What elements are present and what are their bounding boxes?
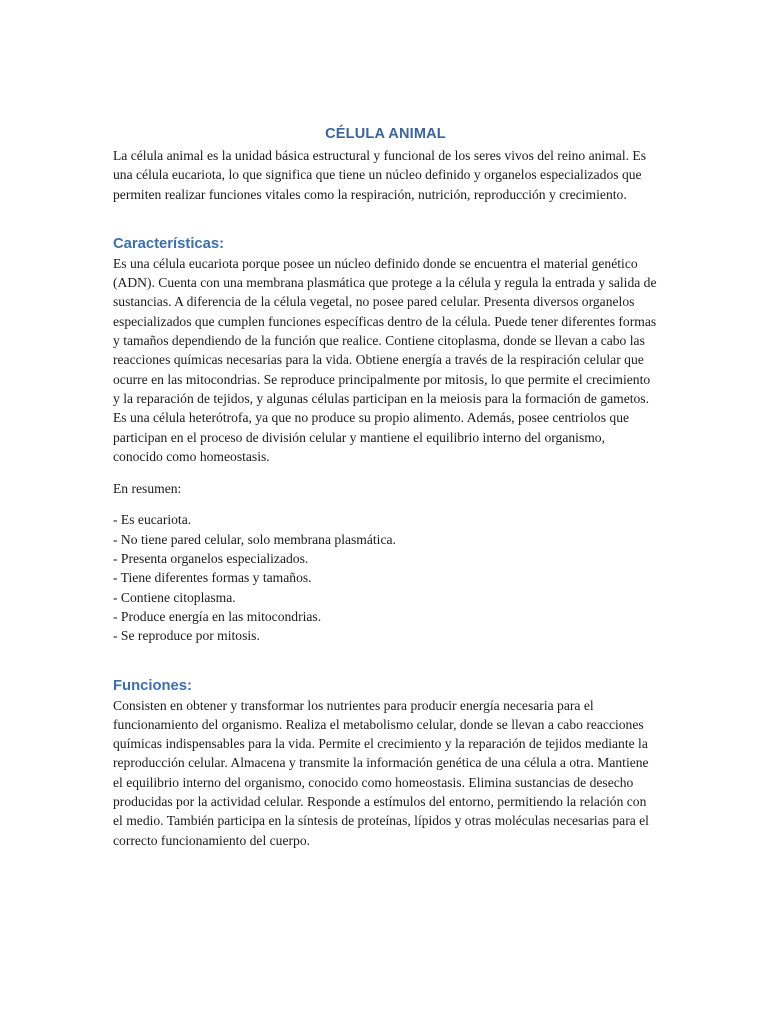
list-item: - Es eucariota. [113, 512, 192, 528]
summary-intro: En resumen: [113, 481, 182, 497]
spacer [113, 204, 658, 234]
section-body-caracteristicas: Es una célula eucariota porque posee un núcleo definido donde se encuentra el material genético (ADN). Cuenta con una membrana plasmática que protege a la célula y regula la entrada y salida de sustancias. A diferencia de la célula vegetal, no posee pared celular. Presenta diversos organelos especializados que cumplen funciones específicas dentro de la célula. Puede tener diferentes formas y tamaños dependiendo de la función que realice. Contiene citoplasma, donde se llevan a cabo las reacciones químicas necesarias para la vida. Obtiene energía a través de la respiración celular que ocurre en las mitocondrias. Se reproduce principalmente por mitosis, lo que permite el crecimiento y la reparación de tejidos, y algunas células participan en la meiosis para la formación de gametos. Es una célula heterótrofa, ya que no produce su propio alimento. Además, posee centriolos que participan en el proceso de división celular y mantiene el equilibrio interno del organismo, conocido como homeostasis. [113, 255, 657, 464]
section-heading-funciones: Funciones: [113, 677, 192, 694]
list-item: - Produce energía en las mitocondrias. [113, 608, 322, 624]
section-heading-caracteristicas: Características: [113, 235, 225, 252]
page-title: CÉLULA ANIMAL [325, 126, 446, 142]
list-item: - Presenta organelos especializados. [113, 551, 309, 567]
document-content [113, 122, 658, 850]
spacer [113, 498, 658, 510]
section-body-funciones: Consisten en obtener y transformar los nutrientes para producir energía necesaria para el funcionamiento del organismo. Realiza el metabolismo celular, donde se llevan a cabo reacciones químicas indispensables para la vida. Permite el crecimiento y la reparación de tejidos mediante la reproducción celular. Almacena y transmite la información genética de una célula a otra. Mantiene el equilibrio interno del organismo, conocido como homeostasis. Elimina sustancias de desecho producidas por la actividad celular. Responde a estímulos del entorno, permitiendo la relación con el medio. También participa en la síntesis de proteínas, lípidos y otras moléculas necesarias para el correcto funcionamiento del cuerpo. [113, 697, 649, 848]
list-item: - Se reproduce por mitosis. [113, 628, 260, 644]
list-item: - Tiene diferentes formas y tamaños. [113, 570, 312, 586]
intro-paragraph: La célula animal es la unidad básica estructural y funcional de los seres vivos del reino animal. Es una célula eucariota, lo que significa que tiene un núcleo definido y organelos especializados que permiten realizar funciones vitales como la respiración, nutrición, reproducción y crecimiento. [113, 148, 646, 202]
spacer [113, 466, 658, 479]
spacer [113, 646, 658, 676]
summary-list [113, 510, 658, 645]
list-item: - Contiene citoplasma. [113, 589, 236, 605]
list-item: - No tiene pared celular, solo membrana plasmática. [113, 531, 396, 547]
